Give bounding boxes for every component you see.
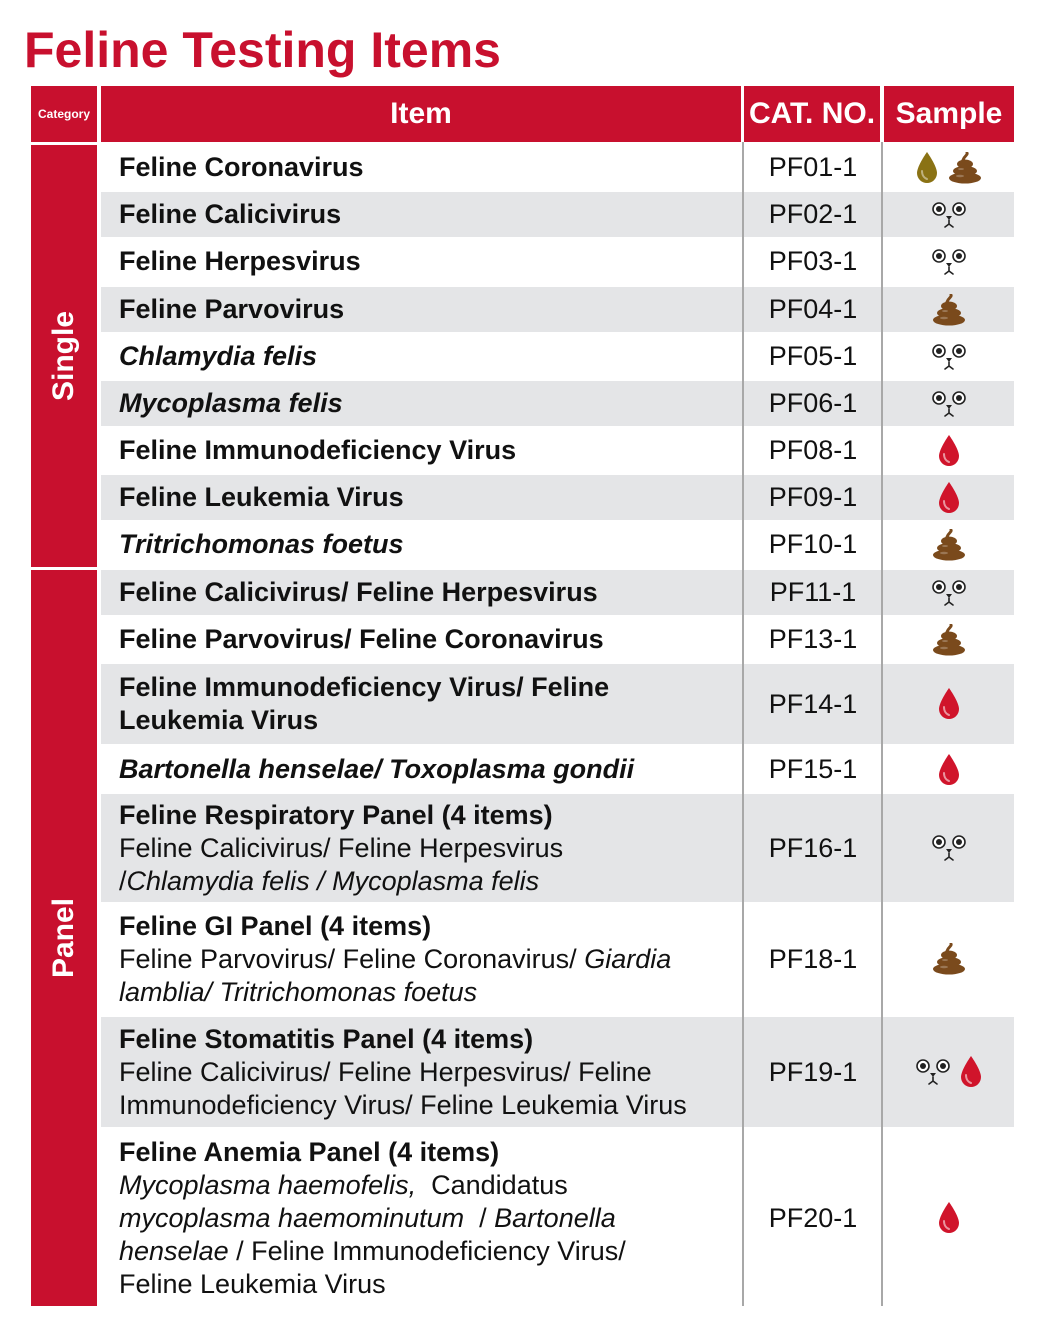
category-panel [31,570,97,1306]
panel-name: Feline Respiratory Panel (4 items) [119,799,553,830]
item-cell [119,747,745,792]
item-cell [119,428,745,473]
table-row [101,145,1014,190]
cat-no-cell: PF11-1 [769,577,857,607]
item-cell [119,475,745,520]
cat-no-cell: PF06-1 [768,388,858,418]
cat-face-swab-icon [931,201,967,229]
cat-no-cell: PF01-1 [768,152,858,182]
panel-items-line: Feline Leukemia Virus [119,1268,386,1299]
header-cat-no: CAT. NO. [744,86,880,142]
item-cell [119,904,745,1014]
cat-face-swab-icon [931,834,967,862]
table-row [101,192,1014,237]
panel-items-line: henselae / Feline Immunodeficiency Virus/ [119,1235,626,1266]
feces-icon [931,294,967,326]
cat-no-cell: PF16-1 [768,832,858,863]
table-row [101,747,1014,792]
cat-no-cell: PF02-1 [768,199,858,229]
blood-drop-icon [937,434,961,468]
item-name: Feline Parvovirus/ Feline Coronavirus [119,624,604,654]
item-name: Feline Parvovirus [119,294,345,324]
cat-no-cell: PF18-1 [768,943,858,974]
panel-items-line: Immunodeficiency Virus/ Feline Leukemia Virus [119,1089,687,1120]
cat-no-cell: PF05-1 [768,341,858,371]
item-name: Feline Immunodeficiency Virus [119,435,517,465]
cat-no-cell: PF15-1 [768,754,858,784]
item-name: Feline Calicivirus [119,199,342,229]
table-row [101,428,1014,473]
header-sample: Sample [884,86,1014,142]
cat-face-swab-icon [931,343,967,371]
blood-drop-icon [937,1201,961,1235]
sample-cell [883,381,1014,426]
blood-drop-icon [959,1055,983,1089]
blood-drop-icon [937,753,961,787]
panel-items-line: Feline Parvovirus/ Feline Coronavirus/ Giardia [119,943,672,974]
item-cell [119,145,745,190]
cat-face-swab-icon [931,579,967,607]
header-item: Item [101,86,741,142]
sample-cell [883,192,1014,237]
panel-items-line: /Chlamydia felis / Mycoplasma felis [119,865,540,896]
cat-no-cell: PF09-1 [768,482,858,512]
cat-no-cell: PF10-1 [768,529,858,559]
cat-no-cell: PF19-1 [768,1056,858,1087]
panel-items-line: Feline Calicivirus/ Feline Herpesvirus [119,832,564,863]
category-single [31,145,97,567]
table-row [101,1017,1014,1127]
item-cell [119,381,745,426]
sample-cell [883,794,1014,902]
feces-icon [931,624,967,656]
table-row [101,570,1014,615]
item-name-line: Leukemia Virus [119,705,319,735]
header-category: Category [31,86,97,142]
feces-icon [947,152,983,184]
sample-cell [883,664,1014,744]
item-cell [119,287,745,332]
serum-drop-icon [915,151,939,185]
table-row [101,239,1014,284]
sample-cell [883,747,1014,792]
cat-no-cell: PF08-1 [768,435,858,465]
cat-face-swab-icon [915,1058,951,1086]
item-cell [119,617,745,662]
cat-face-swab-icon [931,248,967,276]
sample-cell [883,428,1014,473]
item-cell [119,334,745,379]
table-row [101,1130,1014,1306]
panel-name: Feline Stomatitis Panel (4 items) [119,1023,534,1054]
item-name: Feline Coronavirus [119,152,364,182]
feces-icon [931,529,967,561]
cat-no-cell: PF04-1 [768,294,858,324]
sample-cell [883,1017,1014,1127]
sample-cell [883,287,1014,332]
table-row [101,334,1014,379]
page-title: Feline Testing Items [24,22,501,78]
table-row [101,904,1014,1014]
category-single-label: Single [47,310,80,402]
cat-face-swab-icon [931,390,967,418]
item-cell [119,192,745,237]
table-row [101,475,1014,520]
table-row [101,381,1014,426]
category-panel-label: Panel [47,897,80,979]
panel-items-line: mycoplasma haemominutum / Bartonella [119,1202,616,1233]
item-name: Tritrichomonas foetus [119,529,404,559]
item-cell [119,522,745,567]
item-cell [119,664,745,744]
panel-name: Feline GI Panel (4 items) [119,910,432,941]
item-name: Feline Leukemia Virus [119,482,404,512]
sample-cell [883,475,1014,520]
panel-items-line: lamblia/ Tritrichomonas foetus [119,976,478,1007]
item-name: Bartonella henselae/ Toxoplasma gondii [119,754,635,784]
item-name: Chlamydia felis [119,341,318,371]
table-row [101,794,1014,902]
table-row [101,617,1014,662]
sample-cell [883,522,1014,567]
item-cell [119,239,745,284]
cat-no-cell: PF13-1 [768,624,858,654]
item-name: Feline Herpesvirus [119,246,361,276]
cat-no-cell: PF03-1 [768,246,858,276]
item-name: Mycoplasma felis [119,388,343,418]
panel-items-line: Mycoplasma haemofelis, Candidatus [119,1169,568,1200]
table-row [101,522,1014,567]
item-cell [119,1017,759,1127]
sample-cell [883,570,1014,615]
column-divider [742,142,744,1306]
sample-cell [883,904,1014,1014]
sample-cell [883,617,1014,662]
sample-cell [883,1130,1014,1306]
cat-no-cell: PF14-1 [768,688,858,719]
sample-cell [883,145,1014,190]
item-cell [119,570,745,615]
panel-items-line: Feline Calicivirus/ Feline Herpesvirus/ Feline [119,1056,652,1087]
sample-cell [883,334,1014,379]
table-row [101,664,1014,744]
table-row [101,287,1014,332]
item-name-line: Feline Immunodeficiency Virus/ Feline [119,672,610,702]
blood-drop-icon [937,687,961,721]
sample-cell [883,239,1014,284]
feces-icon [931,943,967,975]
panel-name: Feline Anemia Panel (4 items) [119,1136,500,1167]
item-cell [119,1130,745,1306]
item-cell [119,794,745,902]
blood-drop-icon [937,481,961,515]
column-divider [881,142,883,1306]
cat-no-cell: PF20-1 [768,1202,858,1233]
item-name: Feline Calicivirus/ Feline Herpesvirus [119,577,598,607]
